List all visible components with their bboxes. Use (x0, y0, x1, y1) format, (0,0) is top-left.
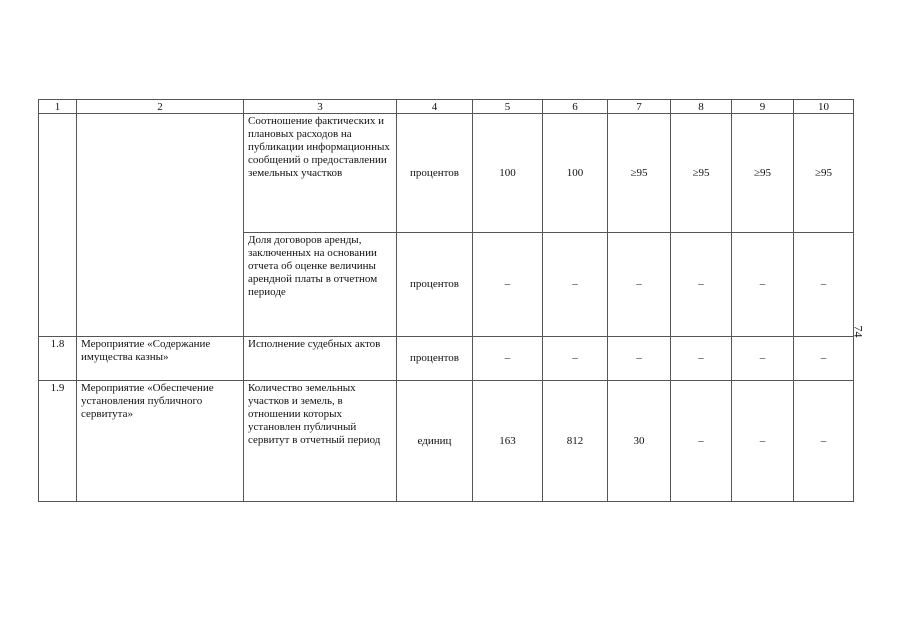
value-cell: – (732, 381, 794, 502)
value-cell: ≥95 (732, 114, 794, 233)
value-cell: – (608, 337, 671, 381)
indicators-table (38, 99, 854, 502)
value-cell: 100 (473, 114, 543, 233)
table-row (39, 337, 854, 381)
unit-cell: процентов (397, 114, 473, 233)
value-cell: – (473, 233, 543, 337)
value-cell: – (732, 337, 794, 381)
page-number: 74 (851, 325, 866, 338)
column-header: 2 (77, 100, 244, 114)
value-cell: – (671, 337, 732, 381)
value-cell: – (543, 337, 608, 381)
value-cell: 100 (543, 114, 608, 233)
indicator-cell: Доля договоров аренды, заключенных на основании отчета об оценке величины арендной платы в отчетном периоде (244, 233, 397, 337)
unit-cell: процентов (397, 337, 473, 381)
value-cell: 812 (543, 381, 608, 502)
column-header: 1 (39, 100, 77, 114)
row-number-cell: 1.8 (39, 337, 77, 381)
column-header: 10 (794, 100, 854, 114)
column-header: 9 (732, 100, 794, 114)
value-cell: – (794, 381, 854, 502)
value-cell: – (794, 233, 854, 337)
measure-cell (77, 114, 244, 337)
column-header: 3 (244, 100, 397, 114)
table-row (39, 114, 854, 233)
column-header: 8 (671, 100, 732, 114)
value-cell: ≥95 (608, 114, 671, 233)
column-header: 6 (543, 100, 608, 114)
value-cell: ≥95 (794, 114, 854, 233)
value-cell: – (671, 381, 732, 502)
row-number-cell (39, 114, 77, 337)
value-cell: – (543, 233, 608, 337)
indicator-cell: Соотношение фактических и плановых расходов на публикации информационных сообщений о предоставлении земельных участков (244, 114, 397, 233)
table-row (39, 381, 854, 502)
value-cell: – (473, 337, 543, 381)
measure-cell: Мероприятие «Содержание имущества казны» (77, 337, 244, 381)
column-header: 7 (608, 100, 671, 114)
measure-cell: Мероприятие «Обеспечение установления публичного сервитута» (77, 381, 244, 502)
value-cell: 30 (608, 381, 671, 502)
indicator-cell: Количество земельных участков и земель, в отношении которых установлен публичный сервитут в отчетный период (244, 381, 397, 502)
indicator-cell: Исполнение судебных актов (244, 337, 397, 381)
value-cell: – (732, 233, 794, 337)
unit-cell: процентов (397, 233, 473, 337)
column-header: 5 (473, 100, 543, 114)
header-row (39, 100, 854, 114)
value-cell: ≥95 (671, 114, 732, 233)
value-cell: – (671, 233, 732, 337)
value-cell: 163 (473, 381, 543, 502)
value-cell: – (608, 233, 671, 337)
row-number-cell: 1.9 (39, 381, 77, 502)
value-cell: – (794, 337, 854, 381)
unit-cell: единиц (397, 381, 473, 502)
column-header: 4 (397, 100, 473, 114)
